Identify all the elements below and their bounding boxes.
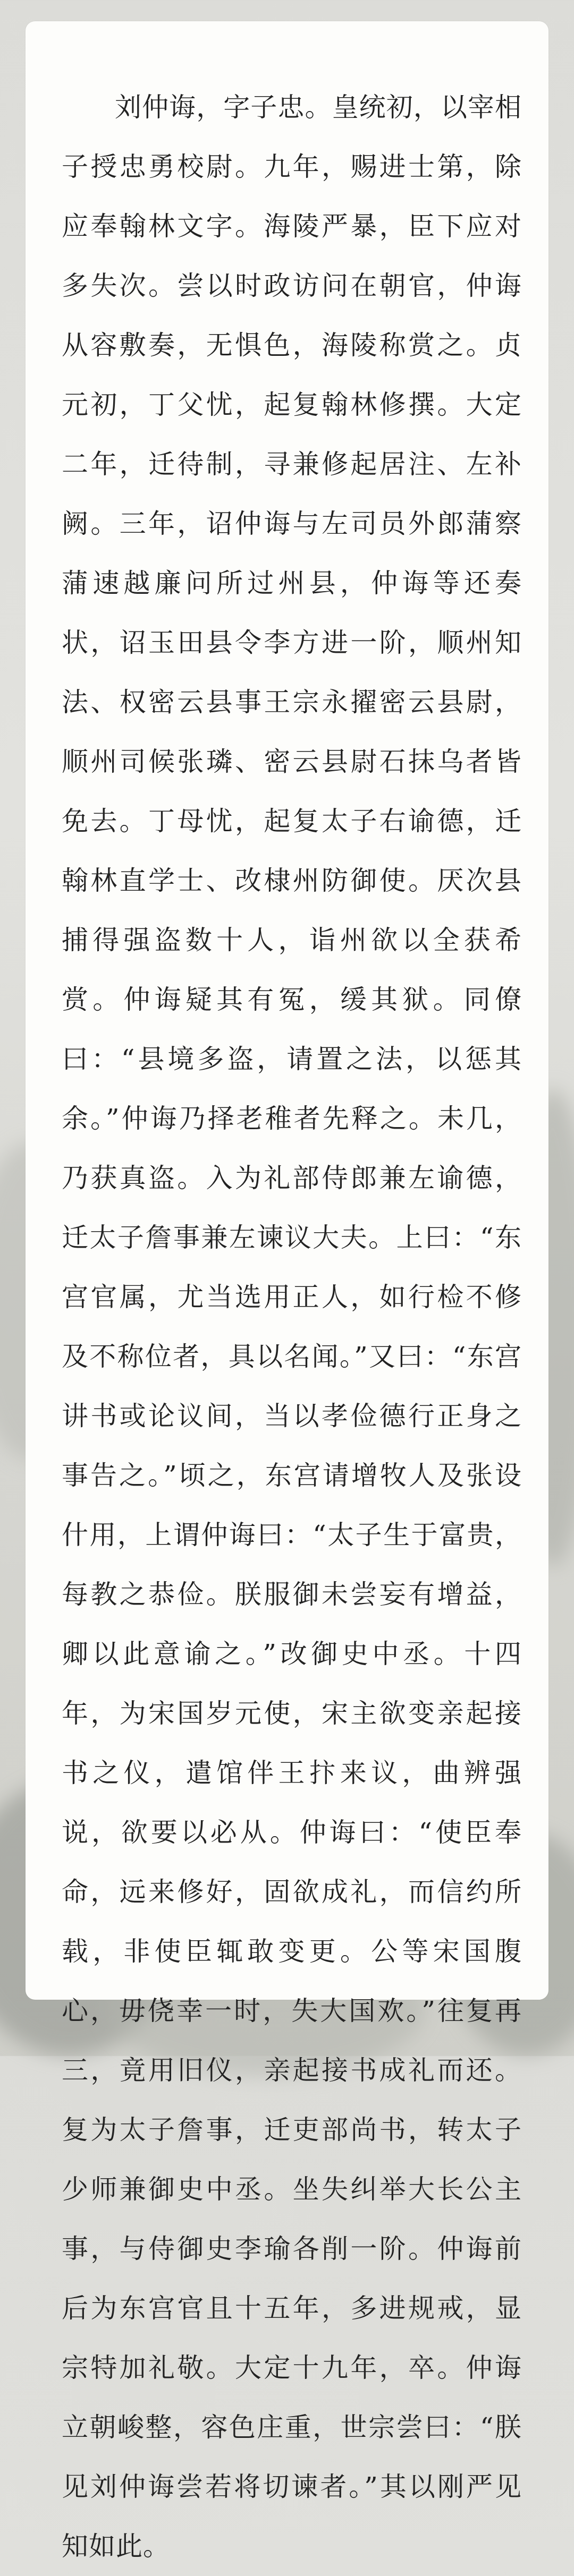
- text-card: [26, 21, 548, 2562]
- article-paragraph: 刘仲诲，字子忠。皇统初，以宰相子授忠勇校尉。九年，赐进士第，除应奉翰林文字。海陵严暴，臣下应对多失次。尝以时政访问在朝官，仲诲从容敷奏，无惧色，海陵称赏之。贞元初，丁父忧，起复翰林修撰。大定二年，迁待制，寻兼修起居注、左补阙。三年，诏仲诲与左司员外郎蒲察蒲速越廉问所过州县，仲诲等还奏状，诏玉田县令李方进一阶，顺州知法、权密云县事王宗永擢密云县尉，顺州司候张璘、密云县尉石抹乌者皆免去。丁母忧，起复太子右谕德，迁翰林直学士、改棣州防御使。厌次县捕得强盗数十人，诣州欲以全获希赏。仲诲疑其有冤，缓其狱。同僚曰：“县境多盗，请置之法，以惩其余。”仲诲乃择老稚者先释之。未几，乃获真盗。入为礼部侍郎兼左谕德，迁太子詹事兼左谏议大夫。上曰：“东宫官属，尤当选用正人，如行检不修及不称位者，具以名闻。”又曰：“东宫讲书或论议间，当以孝俭德行正身之事告之。”顷之，东宫请增牧人及张设什用，上谓仲诲曰：“太子生于富贵，每教之恭俭。朕服御未尝妄有增益，卿以此意谕之。”改御史中丞。十四年，为宋国岁元使，宋主欲变亲起接书之仪，遣馆伴王抃来议，曲辨强说，欲要以必从。仲诲曰：“使臣奉命，远来修好，固欲成礼，而信约所载，非使臣辄敢变更。公等宋国腹心，毋侥幸一时，失大国欢。”往复再三，竟用旧仪，亲起接书成礼而还。复为太子詹事，迁吏部尚书，转太子少师兼御史中丞。坐失纠举大长公主事，与侍御史李瑜各削一阶。仲诲前后为东宫官且十五年，多进规戒，显宗特加礼敬。大定十九年，卒。仲诲立朝峻整，容色庄重，世宗尝曰：“朕见刘仲诲尝若将切谏者。”其以刚严见知如此。: [62, 92, 522, 2562]
